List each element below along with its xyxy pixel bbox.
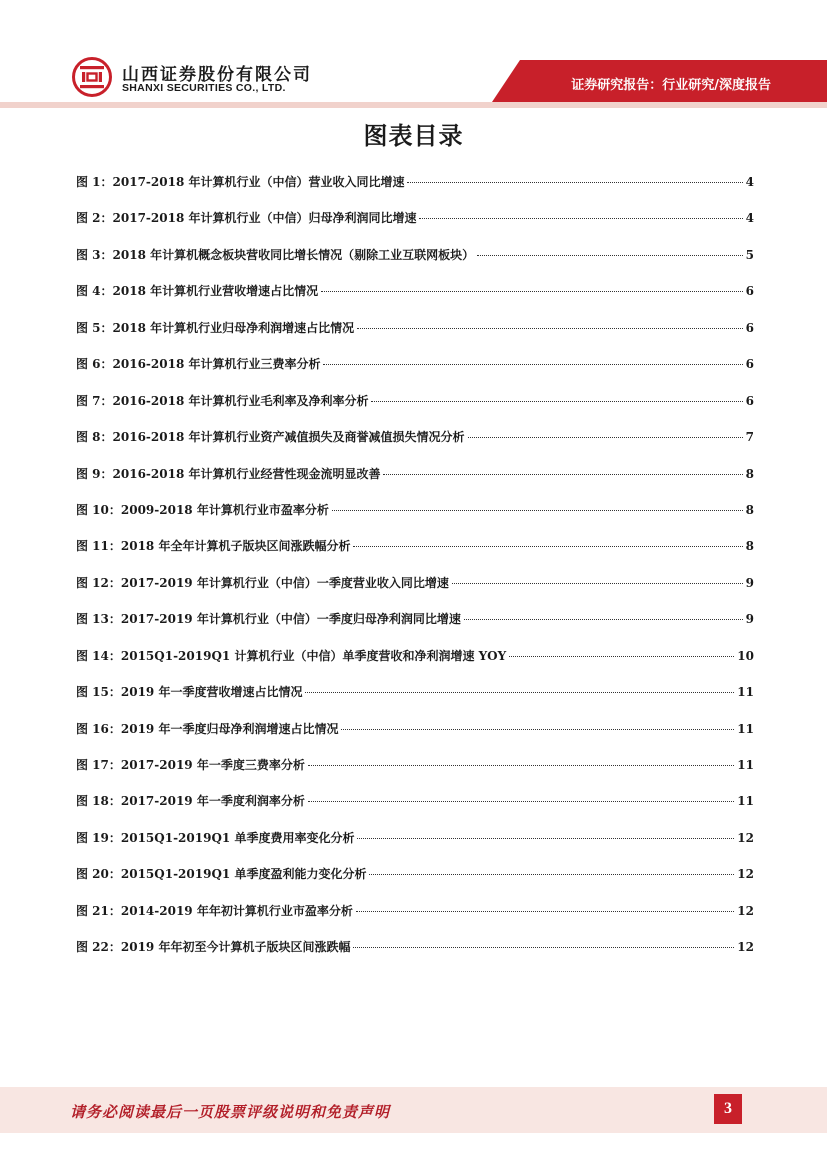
toc-entry-label: 图 5：2018 年计算机行业归母净利润增速占比情况	[76, 320, 355, 335]
toc-entry[interactable]	[76, 316, 754, 352]
page-title: 图表目录	[363, 122, 464, 150]
toc-entry-page: 9	[745, 575, 754, 590]
toc-entry-label: 图 10：2009-2018 年计算机行业市盈率分析	[76, 502, 329, 517]
toc-entry[interactable]	[76, 498, 754, 534]
dot-leader	[332, 510, 743, 511]
dot-leader	[464, 619, 743, 620]
toc-entry[interactable]	[76, 243, 754, 279]
toc-entry-label: 图 4：2018 年计算机行业营收增速占比情况	[76, 284, 319, 299]
toc-entry-page: 6	[745, 357, 754, 372]
toc-entry-label: 图 1：2017-2018 年计算机行业（中信）营业收入同比增速	[76, 175, 405, 189]
toc-entry-page: 12	[737, 867, 754, 882]
toc-entry-page: 11	[737, 685, 754, 700]
page-number-badge: 3	[714, 1094, 742, 1124]
dot-leader	[357, 838, 734, 839]
dot-leader	[419, 218, 742, 219]
toc-entry[interactable]	[76, 826, 754, 862]
toc-entry-label: 图 2：2017-2018 年计算机行业（中信）归母净利润同比增速	[76, 211, 417, 226]
toc-entry-page: 6	[745, 320, 754, 335]
toc-list	[76, 170, 754, 972]
dot-leader	[305, 692, 734, 693]
dot-leader	[509, 656, 734, 657]
toc-entry-label: 图 8：2016-2018 年计算机行业资产减值损失及商誉减值损失情况分析	[76, 430, 465, 445]
toc-entry-page: 4	[745, 175, 754, 189]
dot-leader	[341, 729, 734, 730]
toc-entry[interactable]	[76, 389, 754, 425]
company-name-cn: 山西证券股份有限公司	[122, 65, 312, 85]
shanxi-securities-logo-icon	[72, 57, 112, 97]
toc-entry-label: 图 6：2016-2018 年计算机行业三费率分析	[76, 357, 321, 372]
toc-entry[interactable]	[76, 425, 754, 461]
toc-entry-label: 图 11：2018 年全年计算机子版块区间涨跌幅分析	[76, 539, 351, 554]
dot-leader	[323, 364, 742, 365]
dot-leader	[369, 874, 734, 875]
dot-leader	[407, 182, 742, 183]
footer-disclaimer: 请务必阅读最后一页股票评级说明和免责声明	[70, 1103, 391, 1121]
dot-leader	[308, 801, 734, 802]
toc-entry-page: 11	[737, 758, 754, 772]
toc-entry[interactable]	[76, 753, 754, 789]
toc-entry-page: 8	[745, 539, 754, 554]
toc-entry[interactable]	[76, 534, 754, 570]
toc-entry[interactable]	[76, 644, 754, 680]
toc-entry-label: 图 22：2019 年年初至今计算机子版块区间涨跌幅	[76, 940, 351, 955]
dot-leader	[321, 291, 743, 292]
toc-entry-page: 9	[745, 612, 754, 627]
toc-entry-label: 图 7：2016-2018 年计算机行业毛利率及净利率分析	[76, 393, 369, 408]
toc-entry-page: 12	[737, 830, 754, 845]
toc-entry-page: 11	[737, 721, 754, 736]
toc-entry-page: 6	[745, 393, 754, 408]
toc-entry[interactable]	[76, 206, 754, 242]
dot-leader	[308, 765, 734, 766]
report-type-label: 证券研究报告：行业研究/深度报告	[571, 78, 771, 93]
toc-entry-label: 图 19：2015Q1-2019Q1 单季度费用率变化分析	[76, 830, 355, 845]
toc-entry-page: 10	[737, 648, 754, 663]
page-header	[0, 0, 827, 108]
toc-entry[interactable]	[76, 352, 754, 388]
toc-entry-label: 图 15：2019 年一季度营收增速占比情况	[76, 685, 303, 700]
dot-leader	[356, 911, 734, 912]
toc-entry-page: 8	[745, 466, 754, 481]
dot-leader	[353, 947, 734, 948]
dot-leader	[468, 437, 743, 438]
toc-entry-label: 图 13：2017-2019 年计算机行业（中信）一季度归母净利润同比增速	[76, 612, 461, 627]
toc-entry[interactable]	[76, 170, 754, 206]
toc-entry[interactable]	[76, 899, 754, 935]
toc-entry[interactable]	[76, 935, 754, 971]
toc-entry-label: 图 12：2017-2019 年计算机行业（中信）一季度营业收入同比增速	[76, 575, 449, 590]
toc-entry[interactable]	[76, 571, 754, 607]
toc-entry-page: 8	[745, 502, 754, 517]
toc-entry-label: 图 3：2018 年计算机概念板块营收同比增长情况（剔除工业互联网板块）	[76, 247, 475, 262]
toc-entry-page: 4	[745, 211, 754, 226]
toc-entry-page: 12	[737, 940, 754, 955]
toc-entry-page: 7	[745, 430, 754, 445]
toc-entry-label: 图 21：2014-2019 年年初计算机行业市盈率分析	[76, 903, 353, 918]
toc-entry[interactable]	[76, 862, 754, 898]
toc-entry-page: 6	[745, 284, 754, 299]
toc-entry-page: 12	[737, 903, 754, 918]
toc-entry[interactable]	[76, 279, 754, 315]
toc-entry[interactable]	[76, 789, 754, 825]
toc-entry[interactable]	[76, 462, 754, 498]
toc-entry-label: 图 9：2016-2018 年计算机行业经营性现金流明显改善	[76, 466, 381, 481]
dot-leader	[357, 328, 743, 329]
dot-leader	[477, 255, 743, 256]
toc-entry-label: 图 17：2017-2019 年一季度三费率分析	[76, 758, 305, 772]
dot-leader	[371, 401, 742, 402]
toc-entry[interactable]	[76, 680, 754, 716]
toc-entry-label: 图 16：2019 年一季度归母净利润增速占比情况	[76, 721, 339, 736]
toc-entry-label: 图 14：2015Q1-2019Q1 计算机行业（中信）单季度营收和净利润增速 YOY	[76, 648, 507, 663]
company-name-en: SHANXI SECURITIES CO., LTD.	[122, 82, 286, 94]
dot-leader	[383, 474, 742, 475]
toc-entry[interactable]	[76, 717, 754, 753]
dot-leader	[353, 546, 742, 547]
toc-entry-page: 11	[737, 794, 754, 809]
toc-entry-label: 图 20：2015Q1-2019Q1 单季度盈利能力变化分析	[76, 867, 367, 882]
toc-entry-page: 5	[745, 247, 754, 262]
toc-entry-label: 图 18：2017-2019 年一季度利润率分析	[76, 794, 305, 809]
dot-leader	[452, 583, 743, 584]
toc-entry[interactable]	[76, 607, 754, 643]
